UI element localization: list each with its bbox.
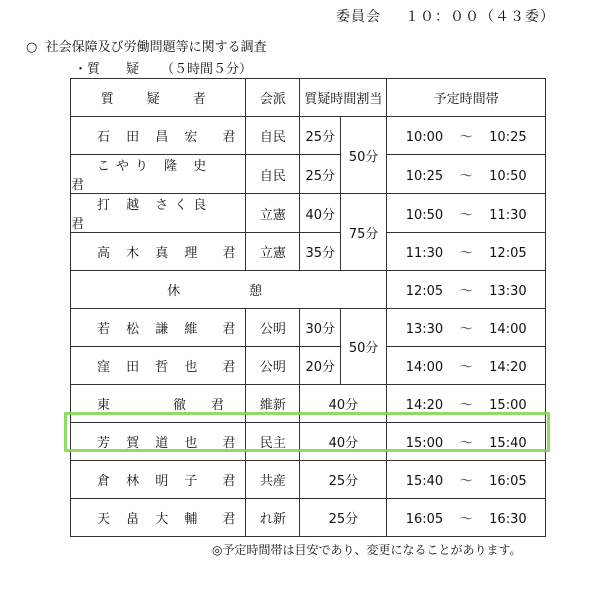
party-cell: 民主 <box>246 423 300 461</box>
circle-bullet: ○ <box>26 40 38 55</box>
table-row <box>71 194 546 233</box>
time-cell: 15:40 〜 16:05 <box>387 461 546 499</box>
meeting-time: １０：００（４３委） <box>405 9 555 25</box>
party-cell: 維新 <box>246 385 300 423</box>
name-cell: 東 徹 君 <box>71 385 246 423</box>
header-time: 予定時間帯 <box>387 79 546 117</box>
name-cell: 天 畠 大 輔 君 <box>71 499 246 537</box>
header-name: 質 疑 者 <box>71 79 246 117</box>
alloc-cell: 25分 <box>300 461 387 499</box>
table-row <box>71 117 546 155</box>
party-cell: 共産 <box>246 461 300 499</box>
alloc-cell: 40分 <box>300 385 387 423</box>
table-row <box>71 233 546 271</box>
party-cell: 立憲 <box>246 233 300 271</box>
time-cell: 10:50 〜 11:30 <box>387 194 546 233</box>
alloc-cell: 30分 <box>300 309 340 347</box>
subsection-duration: （５時間５分） <box>161 62 253 77</box>
party-cell: 自民 <box>246 155 300 194</box>
schedule-table <box>70 78 546 537</box>
name-cell: 倉 林 明 子 君 <box>71 461 246 499</box>
alloc-cell: 20分 <box>300 347 340 385</box>
header-party: 会派 <box>246 79 300 117</box>
time-cell: 15:00 〜 15:40 <box>387 423 546 461</box>
table-row <box>71 499 546 537</box>
rest-row <box>71 271 546 309</box>
party-cell: 立憲 <box>246 194 300 233</box>
header <box>336 6 555 26</box>
party-cell: れ新 <box>246 499 300 537</box>
party-cell: 公明 <box>246 309 300 347</box>
table-header-row <box>71 79 546 117</box>
party-cell: 公明 <box>246 347 300 385</box>
table-row <box>71 155 546 194</box>
time-cell: 16:05 〜 16:30 <box>387 499 546 537</box>
time-cell: 14:00 〜 14:20 <box>387 347 546 385</box>
name-cell: 窪 田 哲 也 君 <box>71 347 246 385</box>
alloc-sum-cell: 50分 <box>340 309 386 385</box>
party-cell: 自民 <box>246 117 300 155</box>
name-cell: 若 松 謙 維 君 <box>71 309 246 347</box>
subsection-label: ・質 疑 <box>74 62 140 77</box>
rest-cell: 休 憩 <box>71 271 387 309</box>
alloc-cell: 25分 <box>300 117 340 155</box>
highlight-frame <box>64 412 550 452</box>
alloc-cell: 25分 <box>300 155 340 194</box>
time-cell: 12:05 〜 13:30 <box>387 271 546 309</box>
alloc-cell: 40分 <box>300 423 387 461</box>
header-alloc: 質疑時間割当 <box>300 79 387 117</box>
alloc-cell: 35分 <box>300 233 340 271</box>
subsection-title <box>74 58 252 77</box>
section-title-text: 社会保障及び労働問題等に関する調査 <box>45 40 267 55</box>
table-row <box>71 461 546 499</box>
time-cell: 10:25 〜 10:50 <box>387 155 546 194</box>
name-cell: 打 越 さく良 君 <box>71 194 246 233</box>
section-title <box>26 36 267 55</box>
alloc-sum-cell: 75分 <box>340 194 386 271</box>
time-cell: 13:30 〜 14:00 <box>387 309 546 347</box>
time-cell: 14:20 〜 15:00 <box>387 385 546 423</box>
table-row <box>71 347 546 385</box>
name-cell: 芳 賀 道 也 君 <box>71 423 246 461</box>
table-row <box>71 309 546 347</box>
time-cell: 10:00 〜 10:25 <box>387 117 546 155</box>
alloc-cell: 25分 <box>300 499 387 537</box>
alloc-sum-cell: 50分 <box>340 117 386 194</box>
name-cell: 石 田 昌 宏 君 <box>71 117 246 155</box>
footnote: ◎予定時間帯は目安であり、変更になることがあります。 <box>212 543 522 557</box>
committee-label: 委員会 <box>336 9 381 25</box>
name-cell: 高 木 真 理 君 <box>71 233 246 271</box>
name-cell: こやり 隆 史 君 <box>71 155 246 194</box>
time-cell: 11:30 〜 12:05 <box>387 233 546 271</box>
alloc-cell: 40分 <box>300 194 340 233</box>
